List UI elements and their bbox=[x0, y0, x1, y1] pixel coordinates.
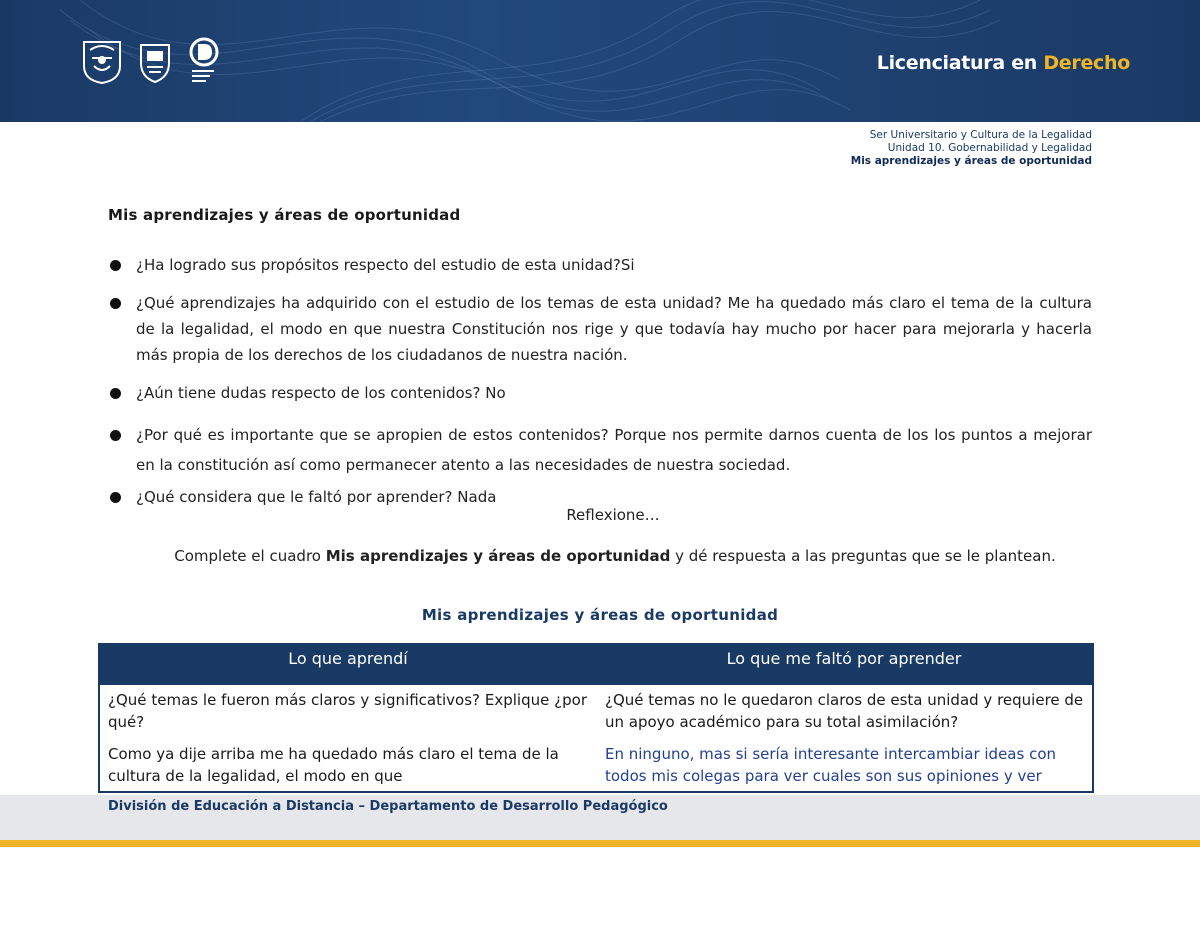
question-text: ¿Por qué es importante que se apropien de estos contenidos? Porque nos permite darnos cuenta de los los puntos a mejorar en la constitución así como permanecer atento a las necesidades de nuestra sociedad. bbox=[136, 426, 1092, 474]
list-item bbox=[108, 380, 1092, 406]
instruction-before: Complete el cuadro bbox=[174, 547, 326, 565]
reflexione-text: Reflexione… bbox=[566, 506, 660, 524]
bullet-icon bbox=[110, 388, 121, 399]
institution-logos bbox=[80, 36, 226, 86]
footer bbox=[0, 795, 1200, 840]
program-accent: Derecho bbox=[1043, 52, 1130, 74]
header-banner bbox=[0, 0, 1200, 122]
question-list bbox=[108, 252, 1092, 522]
learned-answer: Como ya dije arriba me ha quedado más claro el tema de la cultura de la legalidad, el modo en que bbox=[108, 745, 559, 785]
list-item bbox=[108, 420, 1092, 480]
question-text: ¿Qué aprendizajes ha adquirido con el estudio de los temas de esta unidad? Me ha quedado más claro el tema de la cultura de la legalidad, el modo en que nuestra Constitución nos rige y que todavía hay mucho por hacer para mejorarla y hacerla más propia de los derechos de los ciudadanos de nuestra nación. bbox=[136, 294, 1092, 364]
footer-text: División de Educación a Distancia – Departamento de Desarrollo Pedagógico bbox=[108, 799, 668, 814]
bullet-icon bbox=[110, 430, 121, 441]
bullet-icon bbox=[110, 492, 121, 503]
breadcrumb-course: Ser Universitario y Cultura de la Legalidad bbox=[869, 129, 1092, 141]
instruction-after: y dé respuesta a las preguntas que se le plantean. bbox=[670, 547, 1056, 565]
program-name bbox=[877, 52, 1130, 74]
bullet-icon bbox=[110, 298, 121, 309]
question-text: ¿Ha logrado sus propósitos respecto del estudio de esta unidad?Si bbox=[136, 256, 635, 274]
learned-cell bbox=[108, 685, 605, 793]
breadcrumb bbox=[851, 129, 1092, 168]
missing-cell bbox=[605, 685, 1084, 793]
question-text: ¿Aún tiene dudas respecto de los contenidos? No bbox=[136, 384, 506, 402]
footer-accent-line bbox=[0, 840, 1200, 847]
bullet-icon bbox=[110, 260, 121, 271]
list-item bbox=[108, 290, 1092, 368]
learned-question: ¿Qué temas le fueron más claros y significativos? Explique ¿por qué? bbox=[108, 691, 587, 731]
instruction-text bbox=[160, 545, 1070, 567]
division-logo-icon bbox=[186, 36, 226, 86]
page-title: Mis aprendizajes y áreas de oportunidad bbox=[108, 206, 461, 224]
table-row bbox=[100, 685, 1092, 793]
missing-question: ¿Qué temas no le quedaron claros de esta unidad y requiere de un apoyo académico para su total asimilación? bbox=[605, 691, 1084, 731]
unam-seal-icon bbox=[80, 38, 124, 84]
header-learned: Lo que aprendí bbox=[288, 649, 408, 668]
learning-table bbox=[98, 643, 1094, 793]
program-prefix: Licenciatura en bbox=[876, 52, 1044, 74]
table-title: Mis aprendizajes y áreas de oportunidad bbox=[421, 606, 779, 624]
list-item bbox=[108, 252, 1092, 278]
header-missing: Lo que me faltó por aprender bbox=[726, 649, 962, 668]
question-text: ¿Qué considera que le faltó por aprender? Nada bbox=[136, 488, 497, 506]
instruction-bold: Mis aprendizajes y áreas de oportunidad bbox=[325, 547, 671, 565]
breadcrumb-unit: Unidad 10. Gobernabilidad y Legalidad bbox=[887, 142, 1092, 154]
table-header bbox=[100, 645, 1092, 685]
missing-answer: En ninguno, mas si sería interesante intercambiar ideas con todos mis colegas para ver cuales son sus opiniones y ver bbox=[605, 745, 1057, 785]
breadcrumb-activity: Mis aprendizajes y áreas de oportunidad bbox=[850, 155, 1092, 167]
faculty-shield-icon bbox=[138, 39, 172, 83]
